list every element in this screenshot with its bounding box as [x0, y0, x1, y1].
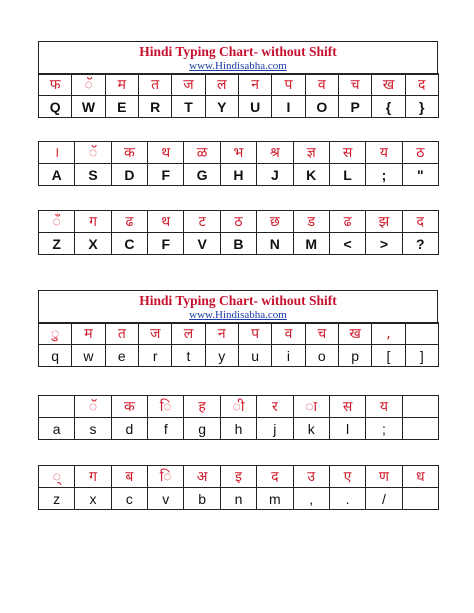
hindi-key-cell: द [405, 74, 438, 96]
english-key-cell: z [39, 488, 75, 510]
english-key-cell: x [75, 488, 111, 510]
hindi-key-cell: ग [75, 211, 111, 233]
english-key-cell: O [305, 96, 338, 118]
hindi-key-cell: क [111, 142, 147, 164]
english-key-cell: m [257, 488, 293, 510]
english-key-cell: Y [205, 96, 238, 118]
english-key-cell: < [329, 233, 365, 255]
hindi-key-cell: ण [366, 466, 402, 488]
english-key-cell: T [172, 96, 205, 118]
hindi-key-cell: य [366, 142, 402, 164]
hindi-key-cell: न [205, 323, 238, 345]
hindi-key-cell: त [105, 323, 138, 345]
hindi-key-cell: । [39, 142, 75, 164]
chart2-header [38, 290, 438, 324]
english-key-cell: / [366, 488, 402, 510]
hindi-key-cell: ठ [220, 211, 256, 233]
hindi-key-cell: ळ [184, 142, 220, 164]
english-key-cell: H [220, 164, 256, 186]
english-key-cell: n [220, 488, 256, 510]
hindi-key-cell: ज्ञ [293, 142, 329, 164]
hindi-key-cell: प [238, 323, 271, 345]
chart1-url[interactable]: www.Hindisabha.com [189, 60, 287, 72]
english-key-cell: v [148, 488, 184, 510]
english-key-cell: R [138, 96, 171, 118]
hindi-key-cell: ् [39, 466, 75, 488]
english-key-cell: E [105, 96, 138, 118]
english-key-cell: G [184, 164, 220, 186]
english-key-cell: F [148, 233, 184, 255]
english-key-cell: , [293, 488, 329, 510]
hindi-key-cell: झ [366, 211, 402, 233]
english-key-cell: r [138, 345, 171, 367]
english-key-cell: K [293, 164, 329, 186]
hindi-key-cell: ब [111, 466, 147, 488]
english-key-cell: B [220, 233, 256, 255]
chart1-header [38, 41, 438, 75]
hindi-key-cell: व [272, 323, 305, 345]
english-key-cell: ? [402, 233, 438, 255]
english-key-cell: L [329, 164, 365, 186]
english-key-cell: Q [39, 96, 72, 118]
hindi-key-cell: थ [148, 211, 184, 233]
hindi-key-cell: ि [148, 466, 184, 488]
hindi-key-cell: य [366, 396, 402, 418]
english-key-cell: S [75, 164, 111, 186]
english-key-cell: b [184, 488, 220, 510]
hindi-key-cell: ु [39, 323, 72, 345]
hindi-key-cell: छ [257, 211, 293, 233]
hindi-key-cell: ज [138, 323, 171, 345]
english-key-cell: e [105, 345, 138, 367]
english-key-cell: j [257, 418, 293, 440]
english-key-cell [402, 418, 438, 440]
chart2-row1-table [38, 322, 439, 367]
hindi-key-cell: ह [184, 396, 220, 418]
english-key-cell: k [293, 418, 329, 440]
english-key-cell: J [257, 164, 293, 186]
english-key-cell: c [111, 488, 147, 510]
hindi-key-cell: फ [39, 74, 72, 96]
hindi-key-cell: , [372, 323, 405, 345]
hindi-key-cell: व [305, 74, 338, 96]
english-key-cell: ; [366, 164, 402, 186]
hindi-key-cell: अ [184, 466, 220, 488]
chart1-row1-table [38, 73, 439, 118]
english-key-cell: W [72, 96, 105, 118]
english-key-cell: i [272, 345, 305, 367]
hindi-key-cell: ग [75, 466, 111, 488]
english-key-cell: ] [405, 345, 438, 367]
hindi-key-cell: स [329, 142, 365, 164]
hindi-key-cell: ट [184, 211, 220, 233]
english-key-cell: > [366, 233, 402, 255]
hindi-key-cell: ए [329, 466, 365, 488]
hindi-key-cell: ल [172, 323, 205, 345]
hindi-key-cell: न [238, 74, 271, 96]
hindi-key-cell: च [338, 74, 371, 96]
hindi-key-cell: ढ [329, 211, 365, 233]
english-key-cell: w [72, 345, 105, 367]
hindi-key-cell: भ [220, 142, 256, 164]
english-key-cell: { [372, 96, 405, 118]
english-key-cell: X [75, 233, 111, 255]
hindi-key-cell: ि [148, 396, 184, 418]
hindi-key-cell: श्र [257, 142, 293, 164]
hindi-key-cell: ढ [111, 211, 147, 233]
hindi-key-cell: द [257, 466, 293, 488]
hindi-key-cell: ी [220, 396, 256, 418]
english-key-cell: [ [372, 345, 405, 367]
hindi-key-cell: थ [148, 142, 184, 164]
hindi-key-cell: च [305, 323, 338, 345]
english-key-cell: A [39, 164, 75, 186]
hindi-key-cell: र [257, 396, 293, 418]
english-key-cell: l [329, 418, 365, 440]
english-key-cell: C [111, 233, 147, 255]
hindi-key-cell: ड [293, 211, 329, 233]
english-key-cell: f [148, 418, 184, 440]
hindi-key-cell: द [402, 211, 438, 233]
english-key-cell: u [238, 345, 271, 367]
english-key-cell: . [329, 488, 365, 510]
hindi-key-cell: स [329, 396, 365, 418]
english-key-cell: M [293, 233, 329, 255]
english-key-cell: I [272, 96, 305, 118]
chart2-title: Hindi Typing Chart- without Shift [139, 293, 337, 308]
hindi-key-cell: ॅ [75, 142, 111, 164]
english-key-cell: o [305, 345, 338, 367]
english-key-cell: P [338, 96, 371, 118]
english-key-cell: g [184, 418, 220, 440]
english-key-cell: y [205, 345, 238, 367]
chart1-title: Hindi Typing Chart- without Shift [139, 44, 337, 59]
hindi-key-cell: ख [372, 74, 405, 96]
chart2-row3-table [38, 465, 439, 510]
hindi-key-cell: इ [220, 466, 256, 488]
english-key-cell: " [402, 164, 438, 186]
hindi-key-cell: ध [402, 466, 438, 488]
hindi-key-cell: म [72, 323, 105, 345]
hindi-key-cell: प [272, 74, 305, 96]
english-key-cell: ; [366, 418, 402, 440]
english-key-cell: q [39, 345, 72, 367]
hindi-key-cell: ॅ [75, 396, 111, 418]
english-key-cell: d [111, 418, 147, 440]
hindi-key-cell: त [138, 74, 171, 96]
english-key-cell: p [338, 345, 371, 367]
hindi-key-cell: क [111, 396, 147, 418]
english-key-cell: U [238, 96, 271, 118]
english-key-cell: Z [39, 233, 75, 255]
english-key-cell: t [172, 345, 205, 367]
chart2-row2-table [38, 395, 439, 440]
hindi-key-cell: ा [293, 396, 329, 418]
english-key-cell: D [111, 164, 147, 186]
hindi-key-cell: ल [205, 74, 238, 96]
hindi-key-cell: म [105, 74, 138, 96]
chart1-row2-table [38, 141, 439, 186]
chart1-row3-table [38, 210, 439, 255]
hindi-key-cell: उ [293, 466, 329, 488]
english-key-cell: F [148, 164, 184, 186]
english-key-cell: V [184, 233, 220, 255]
hindi-key-cell: ँ [39, 211, 75, 233]
english-key-cell: h [220, 418, 256, 440]
english-key-cell: } [405, 96, 438, 118]
hindi-key-cell: ख [338, 323, 371, 345]
english-key-cell: a [39, 418, 75, 440]
english-key-cell: N [257, 233, 293, 255]
english-key-cell [402, 488, 438, 510]
hindi-key-cell [402, 396, 438, 418]
hindi-key-cell: ठ [402, 142, 438, 164]
hindi-key-cell [405, 323, 438, 345]
hindi-key-cell: ज [172, 74, 205, 96]
english-key-cell: s [75, 418, 111, 440]
hindi-key-cell [39, 396, 75, 418]
hindi-key-cell: ॅ [72, 74, 105, 96]
chart2-url[interactable]: www.Hindisabha.com [189, 309, 287, 321]
